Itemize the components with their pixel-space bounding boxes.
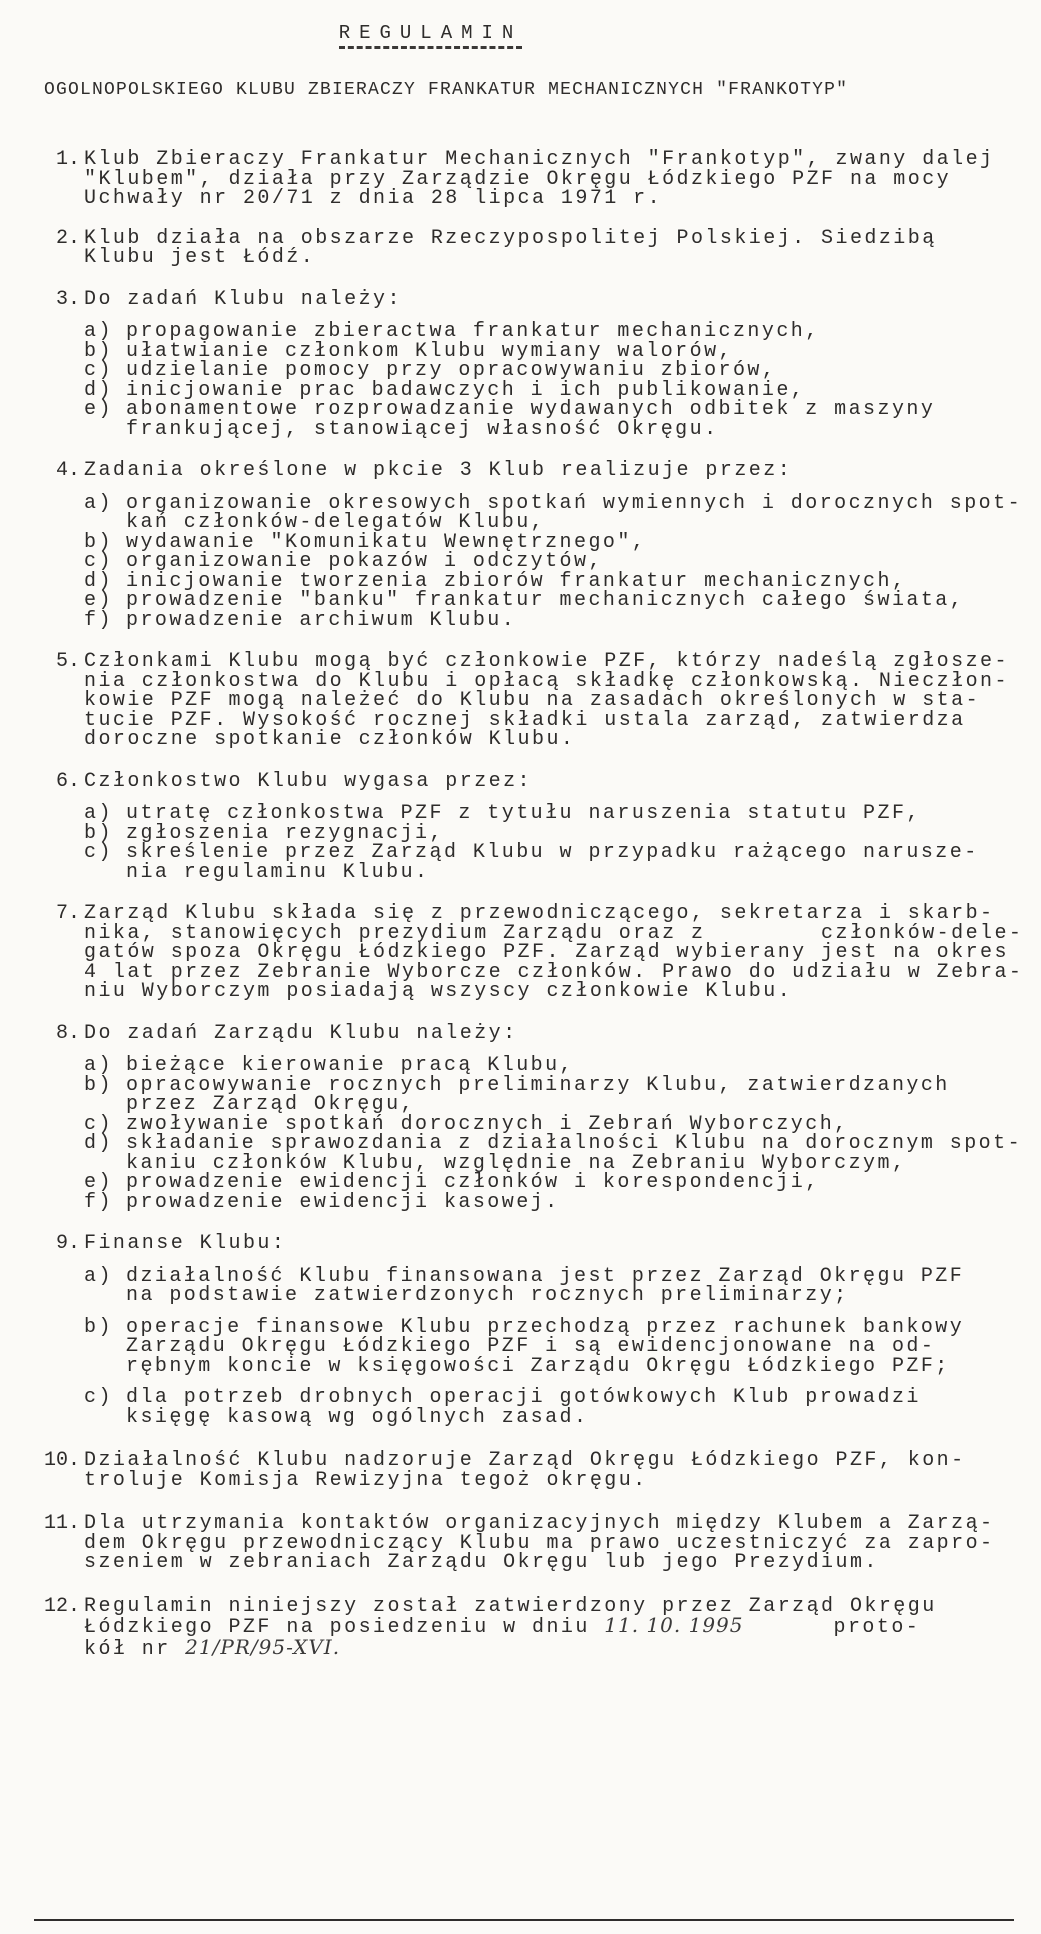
sub-item (84, 1315, 1014, 1378)
sub-item-label: b) (84, 1073, 113, 1097)
item-number: 5. (55, 650, 80, 673)
bottom-rule (34, 1919, 1014, 1921)
sub-item (84, 1132, 1023, 1175)
item-number: 3. (55, 287, 80, 311)
sub-item-text-line: zgłoszenia rezygnacji, (126, 821, 444, 845)
sub-item-label: b) (84, 821, 113, 845)
sub-item (84, 361, 1014, 381)
sub-item-text-line: działalność Klubu finansowana jest przez Zarząd Okręgu PZF (126, 1264, 965, 1288)
sub-item-text-line: wydawanie "Komunikatu Wewnętrznego", (126, 530, 647, 554)
item-text-line (84, 1634, 1014, 1661)
item-text-line: dem Okręgu przewodniczący Klubu ma prawo uczestniczyć za zapro- (84, 1531, 995, 1555)
regulation-item (44, 1449, 1014, 1492)
sub-item-text-line: prowadzenie archiwum Klubu. (126, 608, 517, 632)
item-text-line: "Klubem", działa przy Zarządzie Okręgu Łódzkiego PZF na mocy (84, 167, 952, 191)
item-number: 9. (55, 1232, 80, 1255)
document-subtitle: OGOLNOPOLSKIEGO KLUBU ZBIERACZY FRANKATUR MECHANICZNYCH "FRANKOTYP" (44, 80, 849, 100)
regulation-item (55, 148, 1014, 210)
sub-item (84, 1264, 1014, 1307)
sub-item-text-line: propagowanie zbieractwa frankatur mechanicznych, (126, 320, 820, 343)
sub-item-label: c) (84, 1386, 113, 1409)
sub-item-text-line: na podstawie zatwierdzonych rocznych preliminarzy; (126, 1284, 849, 1307)
sub-item-label: b) (84, 339, 113, 363)
item-number: 1. (55, 148, 80, 171)
sub-item-text-line: organizowanie pokazów i odczytów, (126, 550, 603, 573)
item-text-line: Dla utrzymania kontaktów organizacyjnych między Klubem a Zarzą- (84, 1512, 995, 1535)
item-text-line: kowie PZF mogą należeć do Klubu na zasadach określonych w sta- (84, 689, 981, 712)
text: Łódzkiego PZF na posiedzeniu w dniu (84, 1616, 605, 1639)
sub-item-list (84, 322, 1014, 439)
sub-item-text-line: przez Zarząd Okręgu, (126, 1093, 416, 1116)
sub-item-label: e) (84, 1171, 113, 1194)
sub-item-label: c) (84, 1112, 113, 1136)
sub-item (84, 591, 1014, 611)
sub-item-text-line: składanie sprawozdania z działalności Klubu na dorocznym spot- (126, 1132, 1023, 1155)
regulation-item (55, 226, 1014, 269)
sub-item-list (84, 491, 1023, 632)
item-text-line: nia członkostwa do Klubu i opłacą składkę członkowską. Nieczłon- (84, 669, 1009, 693)
sub-item-label: b) (84, 530, 113, 554)
item-text-line: Członkostwo Klubu wygasa przez: (84, 769, 533, 793)
regulation-item (55, 769, 1014, 884)
sub-item (84, 1190, 1014, 1214)
sub-item-text-line: utratę członkostwa PZF z tytułu naruszenia statutu PZF, (126, 802, 921, 825)
sub-item-text-line: prowadzenie ewidencji kasowej. (126, 1190, 560, 1214)
sub-item-label: d) (84, 1132, 113, 1155)
sub-item-text-line: opracowywanie rocznych preliminarzy Klubu, zatwierdzanych (126, 1073, 950, 1097)
sub-item-label: d) (84, 378, 113, 402)
sub-item-text-line: prowadzenie "banku" frankatur mechanicznych całego świata, (126, 589, 965, 612)
sub-item (84, 322, 1014, 342)
sub-item-text-line: ułatwianie członkom Klubu wymiany walorów, (126, 339, 733, 363)
item-text-line: gatów spoza Okręgu Łódzkiego PZF. Zarząd wybierany jest na okres (84, 941, 1009, 964)
sub-item-list (84, 804, 1014, 882)
sub-item-text-line: inicjowanie tworzenia zbiorów frankatur mechanicznych, (126, 569, 907, 593)
sub-item-label: a) (84, 1264, 113, 1288)
sub-item-text-line: rębnym koncie w księgowości Zarządu Okręgu Łódzkiego PZF; (126, 1354, 950, 1378)
item-text-line: Działalność Klubu nadzoruje Zarząd Okręgu Łódzkiego PZF, kon- (84, 1449, 966, 1472)
item-text-line: Klub działa na obszarze Rzeczypospolitej Polskiej. Siedzibą (84, 226, 937, 250)
sub-item-list (84, 1054, 1023, 1214)
item-number: 8. (55, 1021, 80, 1045)
sub-item-text-line: skreślenie przez Zarząd Klubu w przypadku rażącego narusze- (126, 841, 979, 864)
item-text-line: Regulamin niniejszy został zatwierdzony przez Zarząd Okręgu (84, 1594, 937, 1618)
item-text-line: Finanse Klubu: (84, 1232, 287, 1255)
sub-item (84, 608, 1014, 632)
sub-item (84, 400, 1014, 439)
sub-item (84, 491, 1023, 534)
sub-item-label: f) (84, 608, 113, 632)
sub-item-text-line: kaniu członków Klubu, względnie na Zebraniu Wyborczym, (126, 1151, 907, 1175)
handwritten-protocol-number: 21/PR/95-XVI. (185, 1634, 341, 1659)
item-number: 12. (44, 1594, 81, 1618)
item-text-line: szeniem w zebraniach Zarządu Okręgu lub jego Prezydium. (84, 1551, 879, 1574)
item-text-line: 4 lat przez Zebranie Wyborcze członków. Prawo do udziału w Zebra- (84, 960, 1024, 984)
sub-item-text-line: inicjowanie prac badawczych i ich publikowanie, (126, 378, 806, 402)
item-number: 10. (44, 1449, 81, 1472)
sub-item-label: c) (84, 550, 113, 573)
regulation-item (55, 1232, 1014, 1429)
sub-item-label: e) (84, 589, 113, 612)
sub-item-text-line: udzielanie pomocy przy opracowywaniu zbiorów, (126, 359, 777, 382)
item-text-line: troluje Komisja Rewizyjna tegoż okręgu. (84, 1468, 648, 1492)
sub-item (84, 1173, 1014, 1193)
item-text-line: Uchwały nr 20/71 z dnia 28 lipca 1971 r. (84, 187, 663, 210)
item-text-line: Członkami Klubu mogą być członkowie PZF, którzy nadeślą zgłosze- (84, 650, 1009, 673)
regulation-item (44, 1594, 1014, 1661)
sub-item-text-line: organizowanie okresowych spotkań wymiennych i dorocznych spot- (126, 491, 1023, 515)
sub-item-label: a) (84, 491, 113, 515)
handwritten-date: 11. 10. 1995 (604, 1613, 744, 1637)
sub-item (84, 843, 1014, 882)
item-text-line: Klubu jest Łódź. (84, 246, 316, 269)
sub-item-text-line: operacje finansowe Klubu przechodzą przez rachunek bankowy (126, 1315, 965, 1339)
item-text-line: niu Wyborczym posiadają wszyscy członkowie Klubu. (84, 980, 793, 1003)
item-number: 6. (55, 769, 80, 793)
item-text-line: Zarząd Klubu składa się z przewodniczącego, sekretarza i skarb- (84, 902, 995, 925)
sub-item (84, 1388, 1014, 1427)
sub-item-label: c) (84, 359, 113, 382)
item-text-line: tucie PZF. Wysokość rocznej składki ustala zarząd, zatwierdza (84, 708, 966, 732)
sub-item-text-line: nia regulaminu Klubu. (126, 860, 430, 884)
item-text-line: nika, stanowięcych prezydium Zarządu oraz z członków-dele- (84, 921, 1024, 945)
sub-item-label: e) (84, 398, 113, 421)
regulation-item (55, 902, 1024, 1003)
sub-item (84, 1056, 1014, 1076)
item-text-line: Zadania określone w pkcie 3 Klub realizuje przez: (84, 459, 793, 482)
sub-item-text-line: zwoływanie spotkań dorocznych i Zebrań Wyborczych, (126, 1112, 849, 1136)
sub-item-label: d) (84, 569, 113, 593)
sub-item (84, 1073, 1014, 1116)
sub-item-list (84, 1264, 1014, 1429)
item-text-line: doroczne spotkanie członków Klubu. (84, 728, 576, 751)
sub-item-text-line: frankującej, stanowiącej własność Okręgu. (126, 417, 719, 441)
sub-item-text-line: Zarządu Okręgu Łódzkiego PZF i są ewidencjonowane na od- (126, 1335, 936, 1358)
sub-item-text-line: abonamentowe rozprowadzanie wydawanych odbitek z maszyny (126, 398, 936, 421)
item-text-line: Do zadań Zarządu Klubu należy: (84, 1021, 518, 1045)
item-number: 4. (55, 459, 80, 482)
document-title: REGULAMIN (0, 22, 1041, 44)
regulation-item (55, 1021, 1023, 1214)
item-number: 2. (55, 226, 80, 250)
sub-item-text-line: prowadzenie ewidencji członków i korespondencji, (126, 1171, 820, 1194)
item-number: 11. (44, 1512, 81, 1535)
regulation-item (44, 1512, 1014, 1574)
sub-item-text-line: bieżące kierowanie pracą Klubu, (126, 1054, 575, 1077)
regulations-body (0, 150, 1041, 1659)
sub-item-label: a) (84, 802, 113, 825)
sub-item (84, 804, 1014, 824)
text: kół nr (84, 1637, 186, 1661)
sub-item-label: a) (84, 320, 113, 343)
sub-item-text-line: kań członków-delegatów Klubu, (126, 511, 546, 534)
item-number: 7. (55, 902, 80, 925)
item-text-line: Do zadań Klubu należy: (84, 287, 402, 311)
regulation-item (55, 459, 1023, 632)
text: proto- (833, 1616, 921, 1639)
regulation-item (55, 650, 1014, 751)
sub-item-label: f) (84, 1190, 113, 1214)
sub-item-label: c) (84, 841, 113, 864)
sub-item-text-line: dla potrzeb drobnych operacji gotówkowych Klub prowadzi (126, 1386, 921, 1409)
sub-item-label: b) (84, 1315, 113, 1339)
item-text-line: Klub Zbieraczy Frankatur Mechanicznych "Frankotyp", zwany dalej (84, 148, 995, 171)
sub-item-label: a) (84, 1054, 113, 1077)
regulation-item (55, 287, 1014, 441)
sub-item (84, 552, 1014, 572)
sub-item-text-line: księgę kasową wg ogólnych zasad. (126, 1405, 589, 1429)
